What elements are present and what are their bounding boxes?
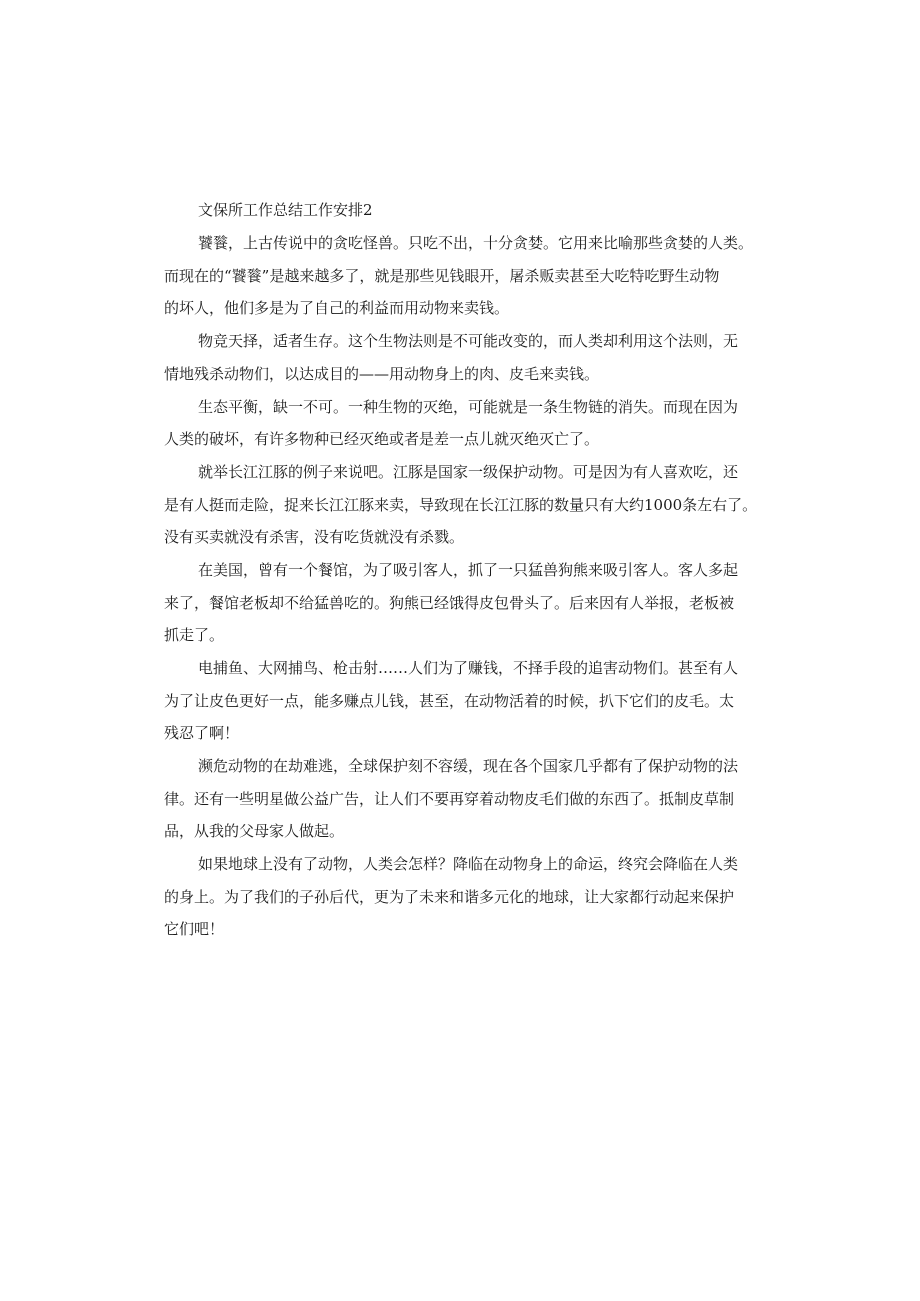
text-line: 是有人挺而走险，捉来长江江豚来卖，导致现在长江江豚的数量只有大约1000条左右了。 xyxy=(164,496,758,514)
text-line: 就举长江江豚的例子来说吧。江豚是国家一级保护动物。可是因为有人喜欢吃，还 xyxy=(198,463,739,481)
text-line: 它们吧！ xyxy=(164,920,225,938)
text-line: 的坏人，他们多是为了自己的利益而用动物来卖钱。 xyxy=(164,299,510,317)
text-line: 抓走了。 xyxy=(164,626,225,644)
text-line: 生态平衡，缺一不可。一种生物的灭绝，可能就是一条生物链的消失。而现在因为 xyxy=(198,398,739,416)
text-line: 濒危动物的在劫难逃，全球保护刻不容缓，现在各个国家几乎都有了保护动物的法 xyxy=(198,757,739,775)
text-line: 律。还有一些明星做公益广告，让人们不要再穿着动物皮毛们做的东西了。抵制皮草制 xyxy=(164,790,735,808)
text-line: 物竞天择，适者生存。这个生物法则是不可能改变的，而人类却利用这个法则，无 xyxy=(198,332,739,350)
text-line: 饕餮，上古传说中的贪吃怪兽。只吃不出，十分贪婪。它用来比喻那些贪婪的人类。 xyxy=(198,234,754,252)
text-line: 残忍了啊！ xyxy=(164,724,240,742)
text-line: 为了让皮色更好一点，能多赚点儿钱，甚至，在动物活着的时候，扒下它们的皮毛。太 xyxy=(164,692,735,710)
text-line: 品，从我的父母家人做起。 xyxy=(164,822,345,840)
text-line: 没有买卖就没有杀害，没有吃货就没有杀戮。 xyxy=(164,528,465,546)
document-title: 文保所工作总结工作安排2 xyxy=(198,201,373,219)
text-line: 如果地球上没有了动物，人类会怎样？降临在动物身上的命运，终究会降临在人类 xyxy=(198,855,739,873)
text-line: 而现在的“饕餮”是越来越多了，就是那些见钱眼开，屠杀贩卖甚至大吃特吃野生动物 xyxy=(164,267,720,285)
text-line: 人类的破坏，有许多物种已经灭绝或者是差一点儿就灭绝灭亡了。 xyxy=(164,430,600,448)
text-line: 来了，餐馆老板却不给猛兽吃的。狗熊已经饿得皮包骨头了。后来因有人举报，老板被 xyxy=(164,594,735,612)
text-line: 的身上。为了我们的子孙后代，更为了未来和谐多元化的地球，让大家都行动起来保护 xyxy=(164,888,735,906)
text-line: 在美国，曾有一个餐馆，为了吸引客人，抓了一只猛兽狗熊来吸引客人。客人多起 xyxy=(198,561,739,579)
text-line: 情地残杀动物们，以达成目的——用动物身上的肉、皮毛来卖钱。 xyxy=(164,365,600,383)
text-line: 电捕鱼、大网捕鸟、枪击射……人们为了赚钱，不择手段的追害动物们。甚至有人 xyxy=(198,659,739,677)
